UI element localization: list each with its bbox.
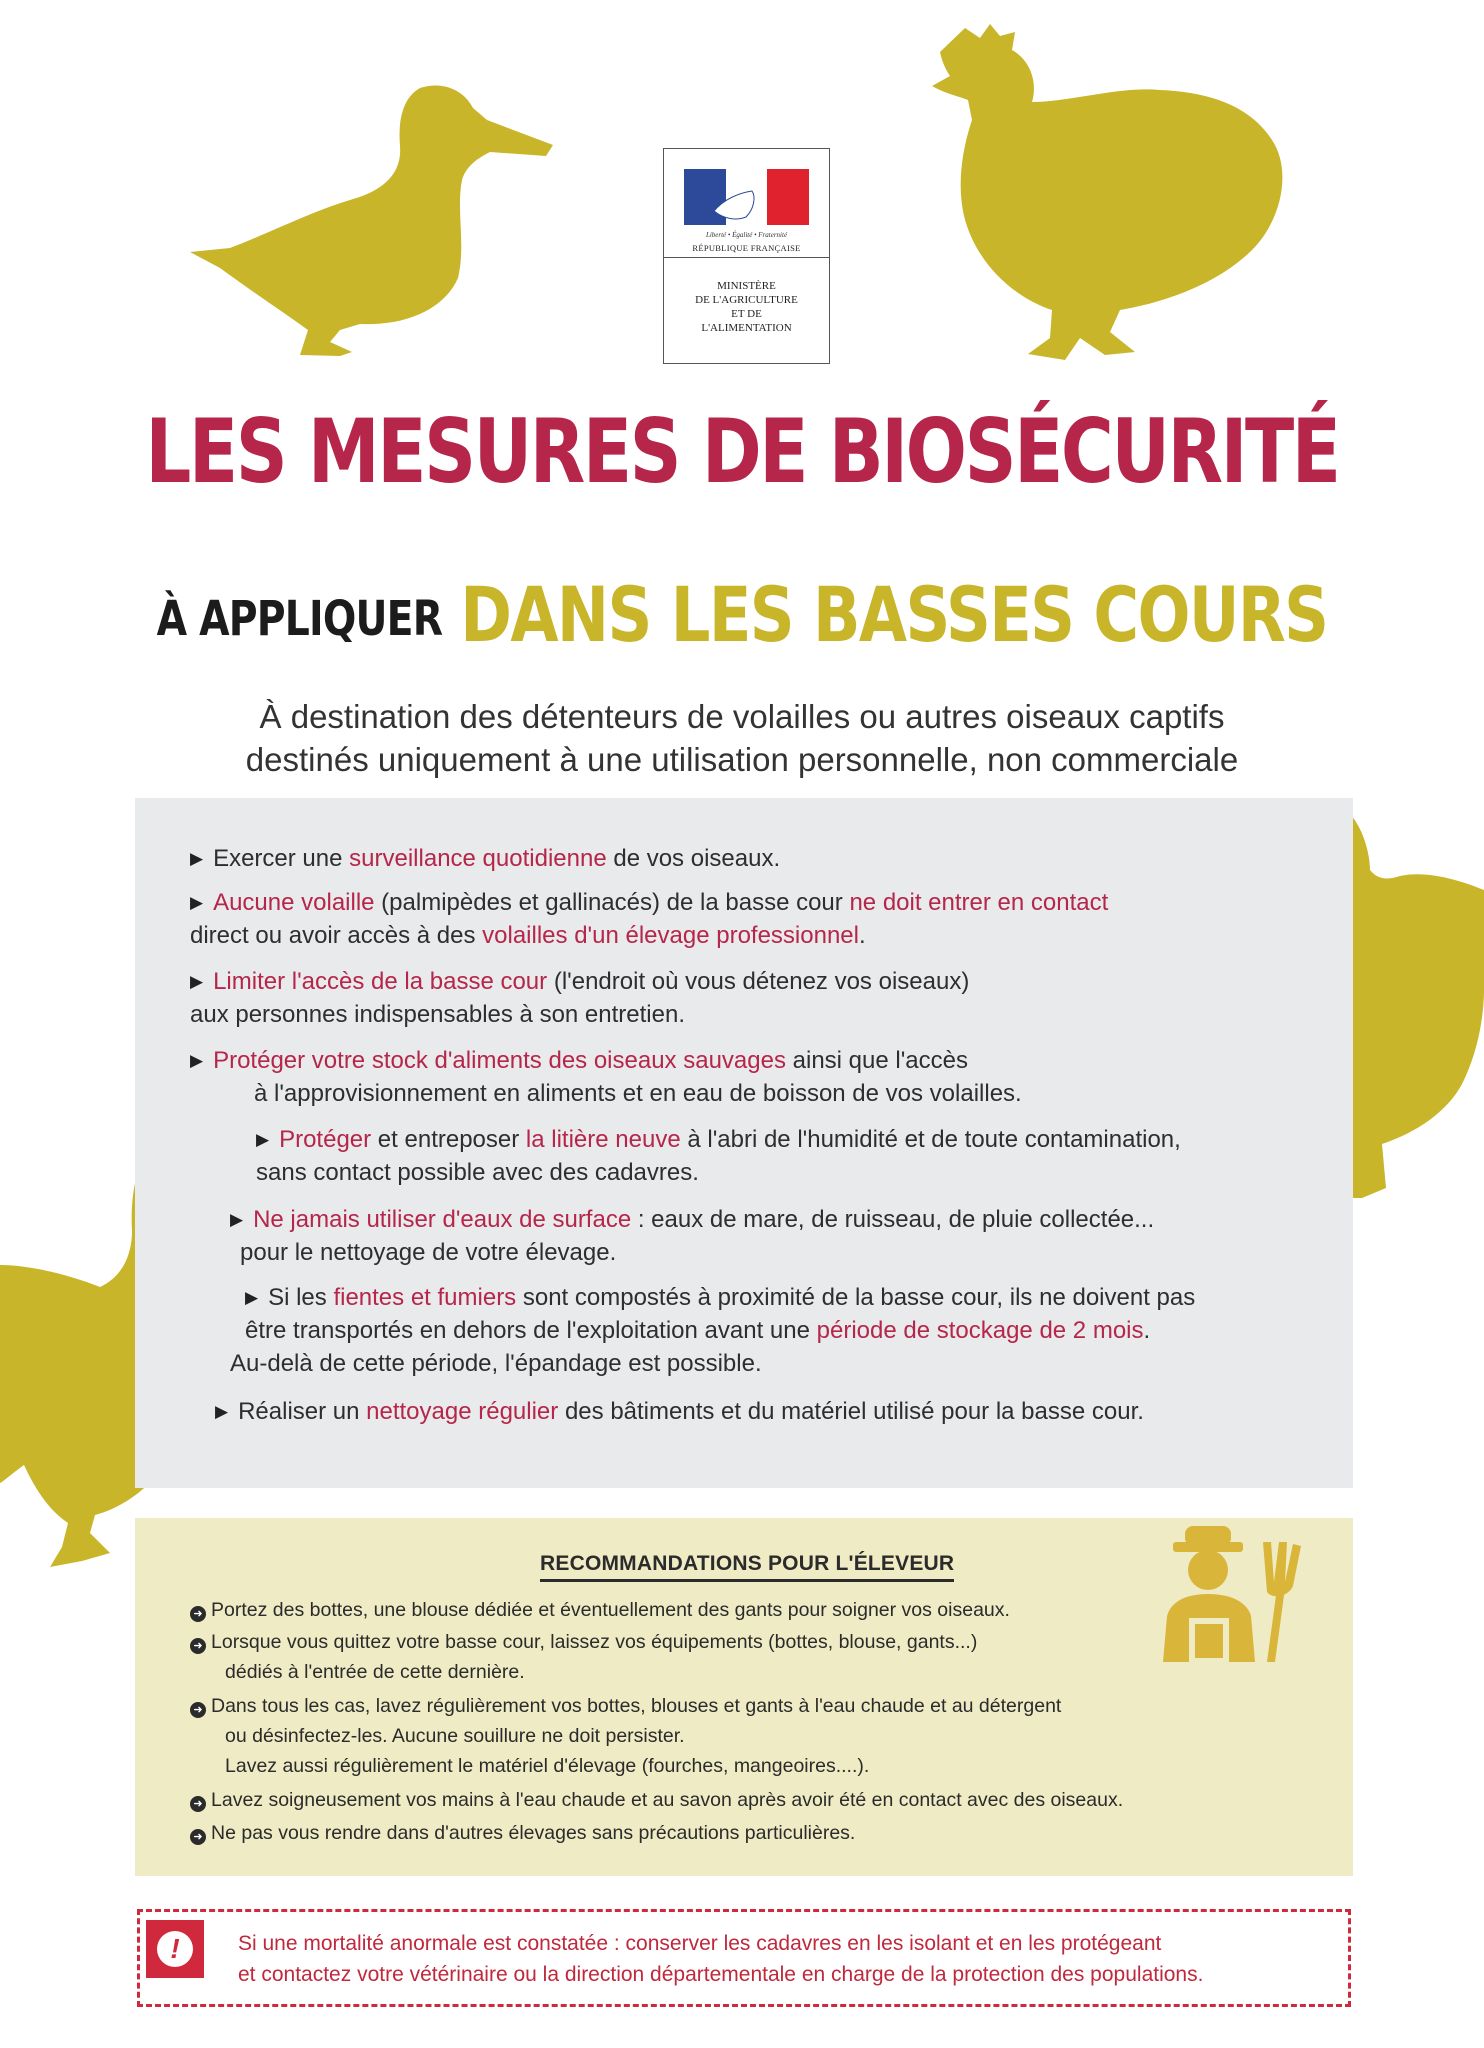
triangle-bullet-icon: ▶ xyxy=(245,1288,259,1307)
logo-ministry: MINISTÈRE DE L'AGRICULTURE ET DE L'ALIMENTATION xyxy=(695,280,798,334)
triangle-bullet-icon: ▶ xyxy=(190,849,204,868)
subtitle-main: DANS LES BASSES COURS xyxy=(460,570,1328,659)
marianne-flag-icon xyxy=(684,169,809,225)
chicken-icon xyxy=(920,20,1300,370)
arrow-bullet-icon: ➜ xyxy=(190,1702,206,1718)
measure-item: ▶ Aucune volaille (palmipèdes et gallinacés) de la basse cour ne doit entrer en contact direct ou avoir accès à des volailles d'un élevage professionnel. xyxy=(190,889,1109,949)
measure-item: ▶ Ne jamais utiliser d'eaux de surface : eaux de mare, de ruisseau, de pluie collectée... pour le nettoyage de votre élevage. xyxy=(230,1206,1155,1266)
intro-line: destinés uniquement à une utilisation personnelle, non commerciale xyxy=(245,741,1239,778)
triangle-bullet-icon: ▶ xyxy=(230,1210,244,1229)
subtitle xyxy=(134,570,1351,659)
farmer-icon xyxy=(1155,1522,1335,1662)
logo-republic: RÉPUBLIQUE FRANÇAISE xyxy=(692,243,801,253)
logo-motto: Liberté • Égalité • Fraternité xyxy=(705,231,788,239)
arrow-bullet-icon: ➜ xyxy=(190,1638,206,1654)
triangle-bullet-icon: ▶ xyxy=(190,893,204,912)
intro-text xyxy=(0,695,1484,781)
triangle-bullet-icon: ▶ xyxy=(190,1051,204,1070)
measure-item: ▶ Si les fientes et fumiers sont compostés à proximité de la basse cour, ils ne doivent pas être transportés en dehors de l'exploitation avant une période de stockage de 2 mois. Au-delà de cette période, l'épandage est possible. xyxy=(230,1284,1196,1377)
recommendation-item: ➜ Ne pas vous rendre dans d'autres élevages sans précautions particulières. xyxy=(190,1818,855,1848)
alert-text: Si une mortalité anormale est constatée : conserver les cadavres en les isolant et en les protégeant et contactez votre vétérinaire ou la direction départementale en charge de la protection des populations. xyxy=(238,1932,1204,1986)
exclamation-icon: ! xyxy=(146,1920,204,1978)
recommendation-item: ➜ Portez des bottes, une blouse dédiée et éventuellement des gants pour soigner vos oiseaux. xyxy=(190,1595,1010,1625)
measure-item: ▶ Exercer une surveillance quotidienne de vos oiseaux. xyxy=(190,845,781,872)
arrow-bullet-icon: ➜ xyxy=(190,1829,206,1845)
recommendations-title: RECOMMANDATIONS POUR L'ÉLEVEUR xyxy=(540,1552,954,1582)
triangle-bullet-icon: ▶ xyxy=(256,1130,270,1149)
measure-item: ▶ Protéger et entreposer la litière neuve à l'abri de l'humidité et de toute contamination, sans contact possible avec des cadavres. xyxy=(256,1126,1181,1186)
arrow-bullet-icon: ➜ xyxy=(190,1796,206,1812)
recommendation-item: ➜ Lavez soigneusement vos mains à l'eau chaude et au savon après avoir été en contact avec des oiseaux. xyxy=(190,1785,1123,1815)
measure-item: ▶ Limiter l'accès de la basse cour (l'endroit où vous détenez vos oiseaux) aux personnes indispensables à son entretien. xyxy=(190,968,970,1028)
recommendation-item: ➜ Dans tous les cas, lavez régulièrement vos bottes, blouses et gants à l'eau chaude et au détergent ou désinfectez-les. Aucune souillure ne doit persister. Lavez aussi régulièrement le matériel d'élevage (fourches, mangeoires....). xyxy=(190,1691,1061,1781)
subtitle-prefix: À APPLIQUER xyxy=(156,591,443,647)
page-title: LES MESURES DE BIOSÉCURITÉ xyxy=(145,400,1339,503)
ministry-logo xyxy=(663,148,830,364)
measure-item: ▶ Protéger votre stock d'aliments des oiseaux sauvages ainsi que l'accès à l'approvisionnement en aliments et en eau de boisson de vos volailles. xyxy=(190,1047,1022,1107)
arrow-bullet-icon: ➜ xyxy=(190,1606,206,1622)
triangle-bullet-icon: ▶ xyxy=(190,972,204,991)
duck-icon xyxy=(190,80,560,365)
measure-item: ▶ Réaliser un nettoyage régulier des bâtiments et du matériel utilisé pour la basse cour. xyxy=(215,1398,1144,1425)
triangle-bullet-icon: ▶ xyxy=(215,1402,229,1421)
recommendation-item: ➜ Lorsque vous quittez votre basse cour, laissez vos équipements (bottes, blouse, gants...) dédiés à l'entrée de cette dernière. xyxy=(190,1627,977,1687)
intro-line: À destination des détenteurs de volailles ou autres oiseaux captifs xyxy=(259,698,1225,735)
